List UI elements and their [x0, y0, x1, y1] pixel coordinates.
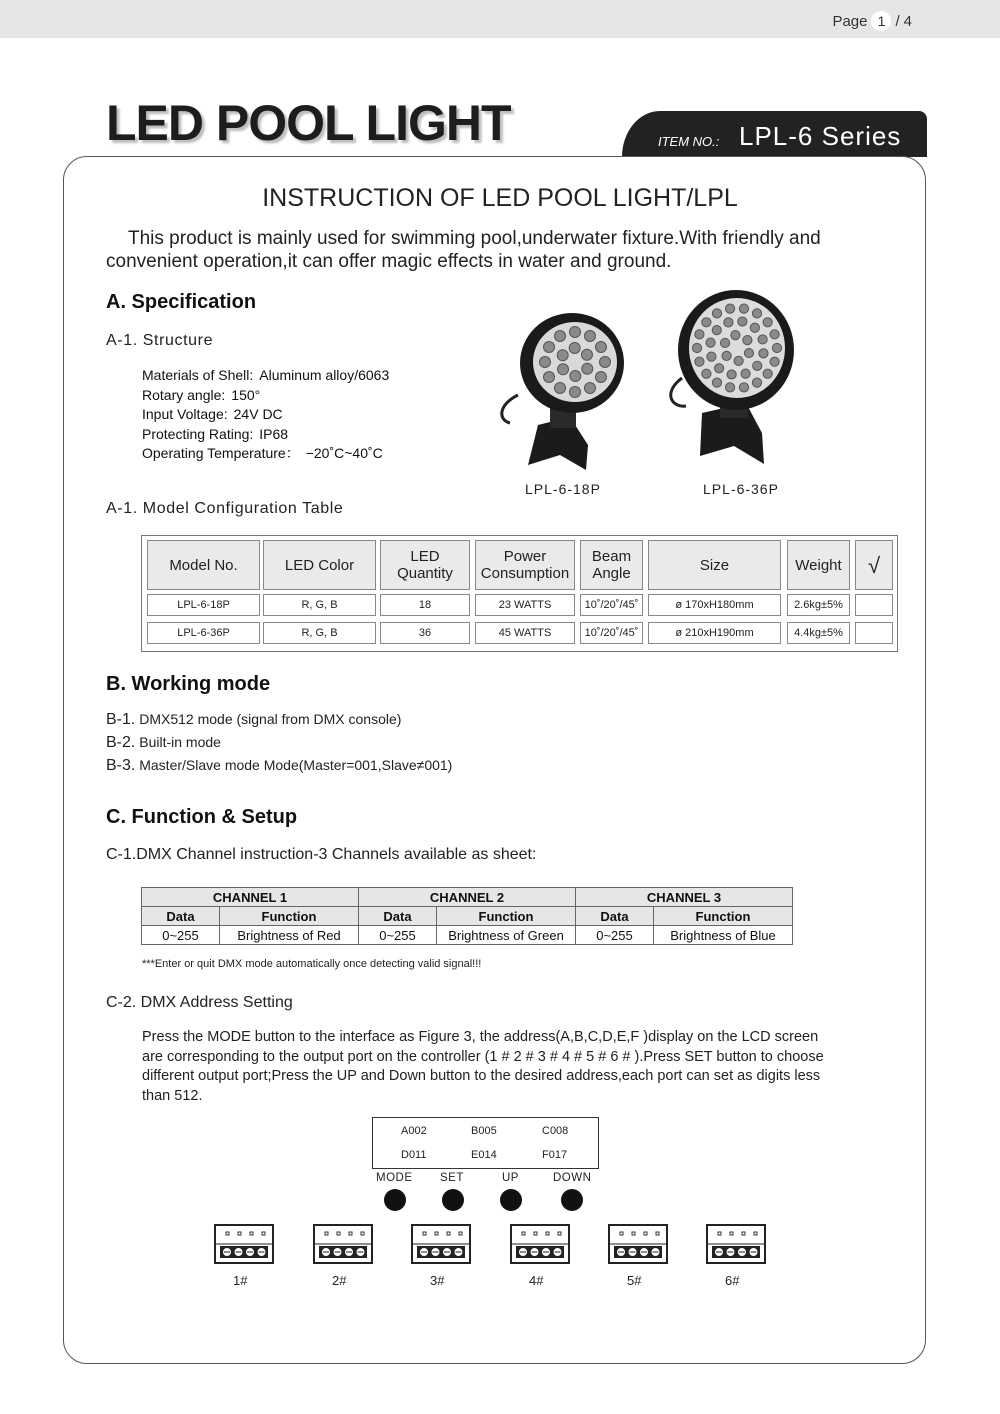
item-number-value: LPL-6 Series — [739, 121, 902, 151]
function-cell: Brightness of Blue — [654, 926, 793, 945]
table-header-cell: LED Color — [263, 540, 376, 590]
spec-value: Aluminum alloy/6063 — [259, 367, 390, 383]
led-dot — [722, 351, 731, 360]
top-bar — [0, 0, 1000, 38]
led-dot — [770, 357, 779, 366]
model-config-table — [141, 535, 898, 652]
led-dot — [692, 343, 701, 352]
photo-caption: LPL-6-18P — [525, 481, 601, 497]
table-cell: 45 WATTS — [475, 622, 575, 644]
led-dot — [720, 338, 729, 347]
led-dot — [555, 382, 566, 393]
output-port-label: 5# — [627, 1273, 642, 1288]
table-cell: R, G, B — [263, 594, 376, 616]
table-header-cell: √ — [855, 540, 893, 590]
led-dot — [753, 361, 762, 370]
table-header-cell: LED Quantity — [380, 540, 470, 590]
output-port-connector — [313, 1224, 373, 1269]
led-dot — [585, 331, 596, 342]
led-dot — [581, 349, 592, 360]
c1-heading: C-1.DMX Channel instruction-3 Channels available as sheet: — [106, 846, 537, 863]
intro-line: convenient operation,it can offer magic effects in water and ground. — [106, 251, 672, 272]
led-dot — [595, 372, 606, 383]
led-dot — [739, 383, 748, 392]
lcd-address: E014 — [471, 1149, 497, 1161]
page-indicator — [832, 11, 912, 31]
table-cell: 23 WATTS — [475, 594, 575, 616]
spec-value: 150° — [231, 386, 261, 403]
led-dot — [763, 369, 772, 378]
led-dot — [750, 323, 759, 332]
table-header-cell: Beam Angle — [580, 540, 643, 590]
led-dot — [727, 370, 736, 379]
item-number-label: ITEM NO.: — [658, 134, 720, 149]
spec-row — [142, 366, 389, 386]
channel-header: CHANNEL 2 — [359, 888, 576, 907]
table-header-cell: Weight — [787, 540, 850, 590]
led-dot — [695, 357, 704, 366]
led-dot — [763, 318, 772, 327]
lpl-6-36p-image — [664, 288, 804, 468]
table-cell: 18 — [380, 594, 470, 616]
table-cell: 36 — [380, 622, 470, 644]
led-dot — [715, 364, 724, 373]
led-dot — [706, 338, 715, 347]
mode-item — [106, 757, 452, 775]
lcd-address: D011 — [401, 1149, 427, 1161]
lcd-address: C008 — [542, 1125, 569, 1137]
mode-key: B-2. — [106, 734, 136, 751]
spec-key: Protecting Rating: — [142, 425, 254, 442]
item-number-tab — [622, 111, 927, 157]
led-dot — [772, 343, 781, 352]
down-button-label: DOWN — [553, 1172, 592, 1184]
data-column-header: Data — [576, 907, 654, 926]
up-button-label: UP — [502, 1172, 519, 1184]
lcd-address: B005 — [471, 1125, 497, 1137]
mode-text: DMX512 mode (signal from DMX console) — [139, 711, 402, 727]
data-cell: 0~255 — [359, 926, 437, 945]
lcd-address: A002 — [401, 1125, 427, 1137]
led-dot — [569, 343, 580, 354]
spec-key: Rotary angle: — [142, 386, 226, 403]
spec-list — [142, 366, 389, 464]
spec-row — [142, 386, 389, 406]
output-port-connector — [608, 1224, 668, 1269]
led-dot — [570, 387, 581, 398]
led-dot — [555, 331, 566, 342]
led-dot — [540, 357, 551, 368]
led-dot — [725, 383, 734, 392]
led-dot — [758, 335, 767, 344]
led-dot — [712, 309, 721, 318]
led-dot — [557, 350, 568, 361]
led-dot — [743, 336, 752, 345]
dmx-channel-table — [141, 887, 793, 945]
led-dot — [738, 317, 747, 326]
spec-value: 24V DC — [233, 406, 283, 423]
spec-value: −20˚C~40˚C — [305, 445, 383, 462]
led-dot — [725, 304, 734, 313]
table-header-cell: Model No. — [147, 540, 260, 590]
current-page[interactable]: 1 — [871, 11, 891, 31]
led-dot — [734, 356, 743, 365]
spec-value: IP68 — [259, 425, 289, 442]
table-cell: 10˚/20˚/45˚ — [580, 594, 643, 616]
mode-button[interactable] — [384, 1189, 406, 1211]
led-dot — [585, 382, 596, 393]
output-port-connector — [214, 1224, 274, 1269]
output-port-label: 3# — [430, 1273, 445, 1288]
led-dot — [695, 330, 704, 339]
mode-key: B-1. — [106, 711, 136, 728]
table-cell: LPL-6-18P — [147, 594, 260, 616]
function-column-header: Function — [437, 907, 576, 926]
c2-paragraph — [142, 1028, 872, 1106]
mode-item — [106, 711, 401, 729]
led-dot — [731, 330, 740, 339]
channel-header: CHANNEL 3 — [576, 888, 793, 907]
mode-text: Built-in mode — [139, 734, 221, 750]
set-button-label: SET — [440, 1172, 464, 1184]
page-title: LED POOL LIGHT — [106, 95, 511, 151]
data-column-header: Data — [142, 907, 220, 926]
function-column-header: Function — [220, 907, 359, 926]
led-dot — [600, 357, 611, 368]
table-cell: 4.4kg±5% — [787, 622, 850, 644]
table-cell — [855, 622, 893, 644]
mode-text: Master/Slave mode Mode(Master=001,Slave≠001) — [139, 757, 453, 773]
output-port-label: 4# — [529, 1273, 544, 1288]
led-dot — [702, 369, 711, 378]
lcd-address: F017 — [542, 1149, 568, 1161]
section-c-heading: C. Function & Setup — [106, 806, 298, 828]
c2-heading: C-2. DMX Address Setting — [106, 994, 293, 1011]
channel-header: CHANNEL 1 — [142, 888, 359, 907]
led-dot — [741, 369, 750, 378]
table-header-cell: Power Consumption — [475, 540, 575, 590]
table-cell: R, G, B — [263, 622, 376, 644]
lcd-display — [372, 1117, 599, 1169]
data-cell: 0~255 — [142, 926, 220, 945]
led-dot — [752, 378, 761, 387]
mode-key: B-3. — [106, 757, 136, 774]
led-dot — [544, 372, 555, 383]
mode-item — [106, 734, 221, 752]
led-dot — [544, 342, 555, 353]
function-cell: Brightness of Red — [220, 926, 359, 945]
output-port-label: 6# — [725, 1273, 740, 1288]
led-dot — [744, 348, 753, 357]
dmx-note: ***Enter or quit DMX mode automatically once detecting valid signal!!! — [142, 958, 482, 970]
table-cell: ø 210xH190mm — [648, 622, 781, 644]
led-dot — [558, 364, 569, 375]
paragraph-line: Press the MODE button to the interface as Figure 3, the address(A,B,C,D,E,F )display on the LCD screen — [142, 1029, 819, 1045]
up-button[interactable] — [500, 1189, 522, 1211]
led-dot — [712, 326, 721, 335]
page-label: Page — [832, 12, 868, 30]
led-dot — [739, 304, 748, 313]
total-pages: 4 — [903, 12, 912, 30]
structure-heading: A-1. Structure — [106, 332, 214, 349]
table-cell: ø 170xH180mm — [648, 594, 781, 616]
intro-line: This product is mainly used for swimming pool,underwater fixture.With friendly and — [128, 228, 821, 249]
function-column-header: Function — [654, 907, 793, 926]
table-cell — [855, 594, 893, 616]
table-cell: 2.6kg±5% — [787, 594, 850, 616]
page-separator: / — [895, 12, 900, 30]
output-port-label: 1# — [233, 1273, 248, 1288]
down-button[interactable] — [561, 1189, 583, 1211]
paragraph-line: than 512. — [142, 1087, 203, 1104]
lpl-6-18p-image — [498, 305, 628, 470]
led-dot — [595, 342, 606, 353]
led-dot — [707, 352, 716, 361]
paragraph-line: different output port;Press the UP and Down button to the desired address,each port can set as digits less — [142, 1068, 821, 1084]
spec-key: Input Voltage: — [142, 406, 228, 423]
data-cell: 0~255 — [576, 926, 654, 945]
led-dot — [724, 318, 733, 327]
function-cell: Brightness of Green — [437, 926, 576, 945]
led-dot — [752, 309, 761, 318]
output-port-connector — [510, 1224, 570, 1269]
table-header-cell: Size — [648, 540, 781, 590]
spec-row — [142, 444, 389, 464]
table-cell: 10˚/20˚/45˚ — [580, 622, 643, 644]
output-port-label: 2# — [332, 1273, 347, 1288]
led-dot — [712, 378, 721, 387]
data-column-header: Data — [359, 907, 437, 926]
intro-paragraph — [106, 227, 906, 273]
led-dot — [702, 318, 711, 327]
led-dot — [759, 349, 768, 358]
spec-key: Materials of Shell: — [142, 367, 254, 383]
photo-caption: LPL-6-36P — [703, 481, 779, 497]
set-button[interactable] — [442, 1189, 464, 1211]
spec-key: Operating Temperature： — [142, 445, 300, 462]
led-dot — [570, 370, 581, 381]
output-port-connector — [411, 1224, 471, 1269]
mode-button-label: MODE — [376, 1172, 413, 1184]
spec-row — [142, 405, 389, 425]
led-dot — [570, 327, 581, 338]
led-dot — [582, 363, 593, 374]
paragraph-line: are corresponding to the output port on the controller (1 # 2 # 3 # 4 # 5 # 6 # ).Press SET button to choose — [142, 1048, 824, 1065]
table-cell: LPL-6-36P — [147, 622, 260, 644]
output-port-connector — [706, 1224, 766, 1269]
section-b-heading: B. Working mode — [106, 673, 271, 695]
section-a-heading: A. Specification — [106, 291, 257, 313]
document-title: INSTRUCTION OF LED POOL LIGHT/LPL — [262, 184, 738, 212]
led-dot — [770, 330, 779, 339]
spec-row — [142, 425, 389, 445]
config-table-heading: A-1. Model Configuration Table — [106, 500, 344, 517]
